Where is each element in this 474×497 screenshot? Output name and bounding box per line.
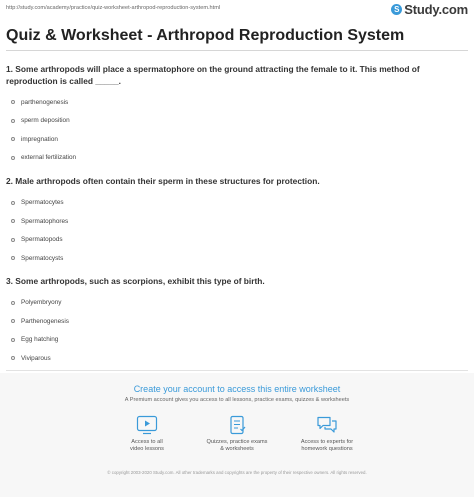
radio-button-icon[interactable] xyxy=(11,238,15,242)
answer-option[interactable] xyxy=(6,349,468,368)
question-text: 2. Male arthropods often contain their sperm in these structures for protection. xyxy=(6,176,320,186)
study-logo-text: Study.com xyxy=(404,2,468,17)
answer-options xyxy=(6,194,468,268)
answer-label: Spermatophores xyxy=(21,217,69,225)
feature-line: & worksheets xyxy=(220,446,254,452)
page-url: http://study.com/academy/practice/quiz-worksheet-arthropod-reproduction-system.html xyxy=(6,5,221,11)
question-3 xyxy=(6,276,468,368)
radio-button-icon[interactable] xyxy=(11,100,15,104)
answer-options xyxy=(6,294,468,368)
radio-button-icon[interactable] xyxy=(11,301,15,305)
answer-option[interactable] xyxy=(6,312,468,331)
radio-button-icon[interactable] xyxy=(11,256,15,260)
answer-label: Spermatocysts xyxy=(21,254,64,262)
radio-button-icon[interactable] xyxy=(11,356,15,360)
radio-button-icon[interactable] xyxy=(11,119,15,123)
answer-label: Parthenogenesis xyxy=(21,317,69,325)
answer-label: Polyembryony xyxy=(21,299,62,307)
answer-label: external fertilization xyxy=(21,154,77,162)
answer-option[interactable] xyxy=(6,93,468,112)
answer-label: Spermatocytes xyxy=(21,199,64,207)
answer-option[interactable] xyxy=(6,294,468,313)
answer-option[interactable] xyxy=(6,249,468,268)
feature-line: video lessons xyxy=(130,446,164,452)
feature-text xyxy=(107,439,187,453)
radio-button-icon[interactable] xyxy=(11,156,15,160)
feature-quizzes xyxy=(197,415,277,453)
page-title: Quiz & Worksheet - Arthropod Reproduction System xyxy=(6,27,405,44)
radio-button-icon[interactable] xyxy=(11,137,15,141)
answer-option[interactable] xyxy=(6,331,468,350)
question-text: 1. Some arthropods will place a spermatophore on the ground attracting the female to it. This method of reproduction is called _____. xyxy=(6,64,420,86)
video-play-icon xyxy=(136,415,158,435)
premium-cta-panel xyxy=(0,373,474,497)
question-text: 3. Some arthropods, such as scorpions, exhibit this type of birth. xyxy=(6,276,265,286)
study-logo[interactable] xyxy=(391,2,468,17)
title-divider xyxy=(6,50,468,51)
feature-text xyxy=(197,439,277,453)
radio-button-icon[interactable] xyxy=(11,338,15,342)
question-1 xyxy=(6,64,468,167)
feature-video-lessons xyxy=(107,415,187,453)
cta-title-link[interactable]: Create your account to access this entire worksheet xyxy=(133,384,341,394)
radio-button-icon[interactable] xyxy=(11,201,15,205)
quiz-document-icon xyxy=(226,415,248,435)
chat-experts-icon xyxy=(316,415,338,435)
feature-line: Access to experts for xyxy=(300,439,354,445)
answer-option[interactable] xyxy=(6,112,468,131)
feature-line: Quizzes, practice exams xyxy=(206,439,268,445)
feature-experts xyxy=(287,415,367,453)
radio-button-icon[interactable] xyxy=(11,219,15,223)
answer-label: sperm deposition xyxy=(21,117,70,125)
answer-option[interactable] xyxy=(6,212,468,231)
cta-divider xyxy=(6,370,468,371)
answer-label: Egg hatching xyxy=(21,336,59,344)
copyright-footer: © copyright 2003-2020 Study.com. All other trademarks and copyrights are the property of their respective owners. All rights reserved. xyxy=(107,470,367,475)
page-header xyxy=(0,0,474,18)
answer-label: parthenogenesis xyxy=(21,98,69,106)
feature-line: homework questions xyxy=(301,446,353,452)
radio-button-icon[interactable] xyxy=(11,319,15,323)
answer-label: impregnation xyxy=(21,135,58,143)
answer-options xyxy=(6,93,468,167)
feature-line: Access to all xyxy=(131,439,163,445)
question-2 xyxy=(6,176,468,268)
cta-subtitle: A Premium account gives you access to all lessons, practice exams, quizzes & worksheets xyxy=(124,397,350,403)
answer-option[interactable] xyxy=(6,231,468,250)
study-logo-icon: S xyxy=(391,4,402,15)
answer-option[interactable] xyxy=(6,149,468,168)
answer-label: Spermatopods xyxy=(21,236,63,244)
answer-label: Viviparous xyxy=(21,354,51,362)
feature-text xyxy=(287,439,367,453)
answer-option[interactable] xyxy=(6,130,468,149)
answer-option[interactable] xyxy=(6,194,468,213)
